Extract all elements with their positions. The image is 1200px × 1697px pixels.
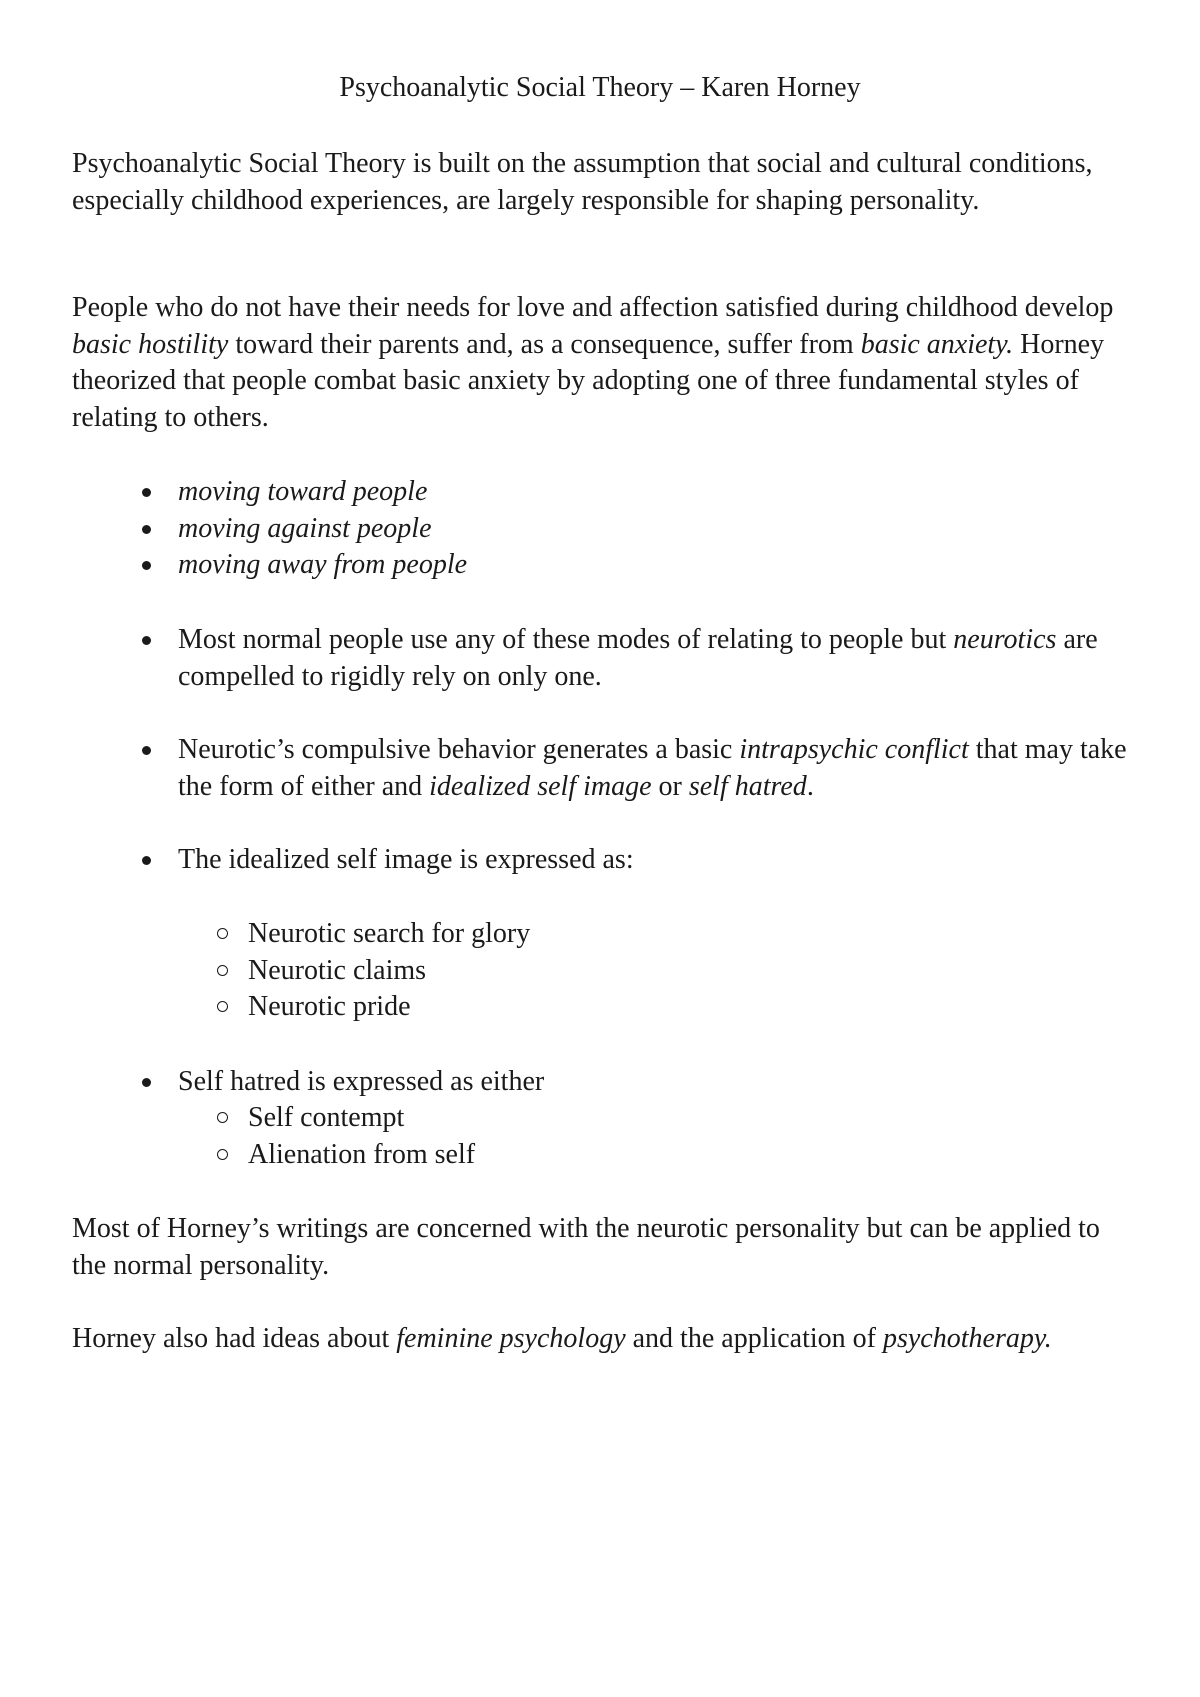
style-label: moving toward people bbox=[178, 476, 428, 507]
list-item bbox=[142, 842, 1142, 879]
feminine-psychology-paragraph bbox=[72, 1321, 1132, 1358]
sub-item-label: Alienation from self bbox=[248, 1138, 476, 1170]
bullet-text: or bbox=[651, 770, 689, 802]
hollow-bullet-icon bbox=[217, 1001, 228, 1012]
self-hatred-sublist bbox=[214, 1100, 1114, 1173]
hollow-bullet-icon bbox=[217, 928, 228, 939]
bullet-text: that may take the form of either and bbox=[178, 734, 1127, 802]
paragraph-text: People who do not have their needs for love and affection satisfied during childhood develop bbox=[72, 292, 1114, 323]
page-title: Psychoanalytic Social Theory – Karen Horney bbox=[339, 72, 861, 103]
list-item bbox=[142, 511, 1142, 548]
sub-item-label: Neurotic search for glory bbox=[248, 918, 531, 949]
bullet-text: are compelled to rigidly rely on only one. bbox=[178, 624, 1098, 692]
list-item bbox=[142, 732, 1142, 805]
idealized-self-image-bullet bbox=[142, 842, 1142, 879]
paragraph-text: Horney also had ideas about bbox=[72, 1323, 397, 1354]
bullet-text: . bbox=[806, 770, 814, 802]
list-item bbox=[142, 547, 1142, 584]
term-feminine-psychology: feminine psychology bbox=[396, 1323, 626, 1354]
idealized-self-image-sublist bbox=[214, 916, 1114, 1026]
sub-item-label: Neurotic pride bbox=[248, 991, 411, 1022]
term-neurotics: neurotics bbox=[953, 624, 1057, 655]
bullet-icon bbox=[142, 636, 151, 645]
intro-paragraph: Psychoanalytic Social Theory is built on the assumption that social and cultural conditions, especially childhood experiences, are largely responsible for shaping personality. bbox=[72, 148, 1093, 216]
list-item bbox=[142, 1064, 1142, 1101]
bullet-icon bbox=[142, 1078, 151, 1087]
neurotics-bullet bbox=[142, 622, 1142, 695]
hollow-bullet-icon bbox=[217, 1112, 228, 1123]
bullet-text: Most normal people use any of these modes of relating to people but bbox=[178, 624, 954, 655]
relating-styles-list bbox=[142, 474, 1142, 584]
style-label: moving away from people bbox=[178, 549, 468, 580]
neurotic-writings-paragraph: Most of Horney’s writings are concerned with the neurotic personality but can be applied to the normal personality. bbox=[72, 1213, 1100, 1281]
term-intrapsychic-conflict: intrapsychic conflict bbox=[739, 734, 969, 765]
list-item bbox=[214, 1137, 1114, 1174]
list-item bbox=[214, 916, 1114, 953]
list-item bbox=[214, 1100, 1114, 1137]
paragraph-text: and the application of bbox=[625, 1323, 883, 1354]
bullet-text: Neurotic’s compulsive behavior generates a basic bbox=[178, 734, 740, 765]
term-idealized-self-image: idealized self image bbox=[429, 770, 652, 802]
term-basic-anxiety: basic anxiety. bbox=[860, 328, 1014, 360]
basic-anxiety-paragraph bbox=[72, 290, 1132, 436]
style-label: moving against people bbox=[178, 512, 432, 544]
term-self-hatred: self hatred bbox=[688, 770, 807, 802]
bullet-text: The idealized self image is expressed as: bbox=[178, 844, 634, 875]
list-item bbox=[214, 989, 1114, 1026]
intrapsychic-conflict-bullet bbox=[142, 732, 1142, 805]
bullet-text: Self hatred is expressed as either bbox=[178, 1066, 545, 1097]
paragraph-text: Horney theorized that people combat basic anxiety by adopting one of three fundamental styles of relating to others. bbox=[72, 328, 1105, 433]
bullet-icon bbox=[142, 525, 151, 534]
bullet-icon bbox=[142, 746, 151, 755]
sub-item-label: Self contempt bbox=[248, 1102, 405, 1133]
bullet-icon bbox=[142, 561, 151, 570]
paragraph-text: toward their parents and, as a consequence, suffer from bbox=[228, 328, 861, 360]
hollow-bullet-icon bbox=[217, 965, 228, 976]
list-item bbox=[214, 953, 1114, 990]
list-item bbox=[142, 474, 1142, 511]
sub-item-label: Neurotic claims bbox=[248, 954, 427, 986]
bullet-icon bbox=[142, 856, 151, 865]
term-basic-hostility: basic hostility bbox=[72, 328, 229, 360]
bullet-icon bbox=[142, 488, 151, 497]
hollow-bullet-icon bbox=[217, 1149, 228, 1160]
self-hatred-bullet bbox=[142, 1064, 1142, 1101]
term-psychotherapy: psychotherapy. bbox=[882, 1323, 1052, 1354]
list-item bbox=[142, 622, 1142, 695]
